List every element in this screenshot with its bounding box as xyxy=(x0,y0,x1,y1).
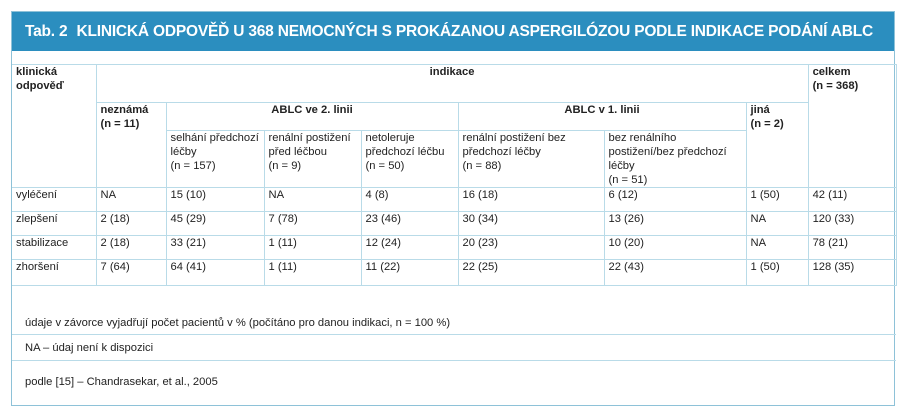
header-sub-label: selhání předchozí léčby xyxy=(170,132,259,158)
header-indication: indikace xyxy=(96,65,808,103)
header-total-label: celkem xyxy=(812,66,851,78)
table-cell: 4 (8) xyxy=(361,188,458,212)
header-sub-label: bez renálního postižení/bez předchozí léčby xyxy=(608,132,727,172)
table-cell: 42 (11) xyxy=(808,188,896,212)
header-sub-label: renální postižení bez předchozí léčby xyxy=(462,132,566,158)
table-cell: 120 (33) xyxy=(808,212,896,236)
header-sub-label: renální postižení před léčbou xyxy=(268,132,351,158)
table-cell: 7 (64) xyxy=(96,260,166,286)
table-row xyxy=(12,188,896,212)
table-cell: 12 (24) xyxy=(361,236,458,260)
table-cell: 78 (21) xyxy=(808,236,896,260)
table-row xyxy=(12,236,896,260)
header-sub-renal-no-prior xyxy=(458,131,604,188)
table-cell: 1 (50) xyxy=(746,260,808,286)
table-title-bar xyxy=(12,12,894,51)
table-cell: 30 (34) xyxy=(458,212,604,236)
header-unknown xyxy=(96,103,166,188)
table-cell: NA xyxy=(264,188,361,212)
header-sub-n: (n = 50) xyxy=(365,160,405,172)
header-unknown-label: neznámá xyxy=(100,104,149,116)
table-frame xyxy=(11,11,895,406)
table-cell: 11 (22) xyxy=(361,260,458,286)
note-source: podle [15] – Chandrasekar, et al., 2005 xyxy=(25,376,218,388)
header-sub-failure xyxy=(166,131,264,188)
table-cell: 16 (18) xyxy=(458,188,604,212)
table-number: Tab. 2 xyxy=(25,22,68,40)
table-cell: 45 (29) xyxy=(166,212,264,236)
table-cell: 22 (25) xyxy=(458,260,604,286)
table-cell: 20 (23) xyxy=(458,236,604,260)
header-sub-label: netoleruje předchozí léčbu xyxy=(365,132,445,158)
header-sub-n: (n = 9) xyxy=(268,160,302,172)
header-ablc-first-line: ABLC v 1. linii xyxy=(458,103,746,131)
table-row xyxy=(12,260,896,286)
note-divider xyxy=(12,360,896,361)
header-unknown-n: (n = 11) xyxy=(100,118,140,130)
table-cell: 6 (12) xyxy=(604,188,746,212)
table-cell: 2 (18) xyxy=(96,236,166,260)
table-cell: 1 (11) xyxy=(264,236,361,260)
row-label: zlepšení xyxy=(12,212,96,236)
header-sub-intolerance xyxy=(361,131,458,188)
note-divider xyxy=(12,334,896,335)
header-other-n: (n = 2) xyxy=(750,118,784,130)
table-cell: 2 (18) xyxy=(96,212,166,236)
header-other xyxy=(746,103,808,188)
header-total-n: (n = 368) xyxy=(812,80,859,92)
table-cell: 128 (35) xyxy=(808,260,896,286)
table-cell: 22 (43) xyxy=(604,260,746,286)
header-clinical-response: klinická odpověď xyxy=(12,65,96,188)
header-sub-renal-before xyxy=(264,131,361,188)
row-label: vyléčení xyxy=(12,188,96,212)
header-ablc-second-line: ABLC ve 2. linii xyxy=(166,103,458,131)
table-cell: NA xyxy=(746,212,808,236)
table-cell: 10 (20) xyxy=(604,236,746,260)
header-sub-no-renal-no-prior xyxy=(604,131,746,188)
header-sub-n: (n = 51) xyxy=(608,174,648,186)
table-cell: 7 (78) xyxy=(264,212,361,236)
note-percent: údaje v závorce vyjadřují počet pacientů v % (počítáno pro danou indikaci, n = 100 %) xyxy=(25,317,451,329)
table-cell: 64 (41) xyxy=(166,260,264,286)
table-cell: 13 (26) xyxy=(604,212,746,236)
table-cell: 15 (10) xyxy=(166,188,264,212)
table-cell: NA xyxy=(746,236,808,260)
data-table xyxy=(12,64,897,286)
table-row xyxy=(12,212,896,236)
note-na: NA – údaj není k dispozici xyxy=(25,342,154,354)
row-label: stabilizace xyxy=(12,236,96,260)
table-cell: 1 (11) xyxy=(264,260,361,286)
table-cell: 33 (21) xyxy=(166,236,264,260)
header-total xyxy=(808,65,896,188)
header-sub-n: (n = 157) xyxy=(170,160,216,172)
table-cell: NA xyxy=(96,188,166,212)
header-other-label: jiná xyxy=(750,104,770,116)
row-label: zhoršení xyxy=(12,260,96,286)
table-cell: 1 (50) xyxy=(746,188,808,212)
header-sub-n: (n = 88) xyxy=(462,160,502,172)
table-title: KLINICKÁ ODPOVĚĎ U 368 NEMOCNÝCH S PROKÁZANOU ASPERGILÓZOU PODLE INDIKACE PODÁNÍ ABLC xyxy=(76,22,873,40)
table-cell: 23 (46) xyxy=(361,212,458,236)
